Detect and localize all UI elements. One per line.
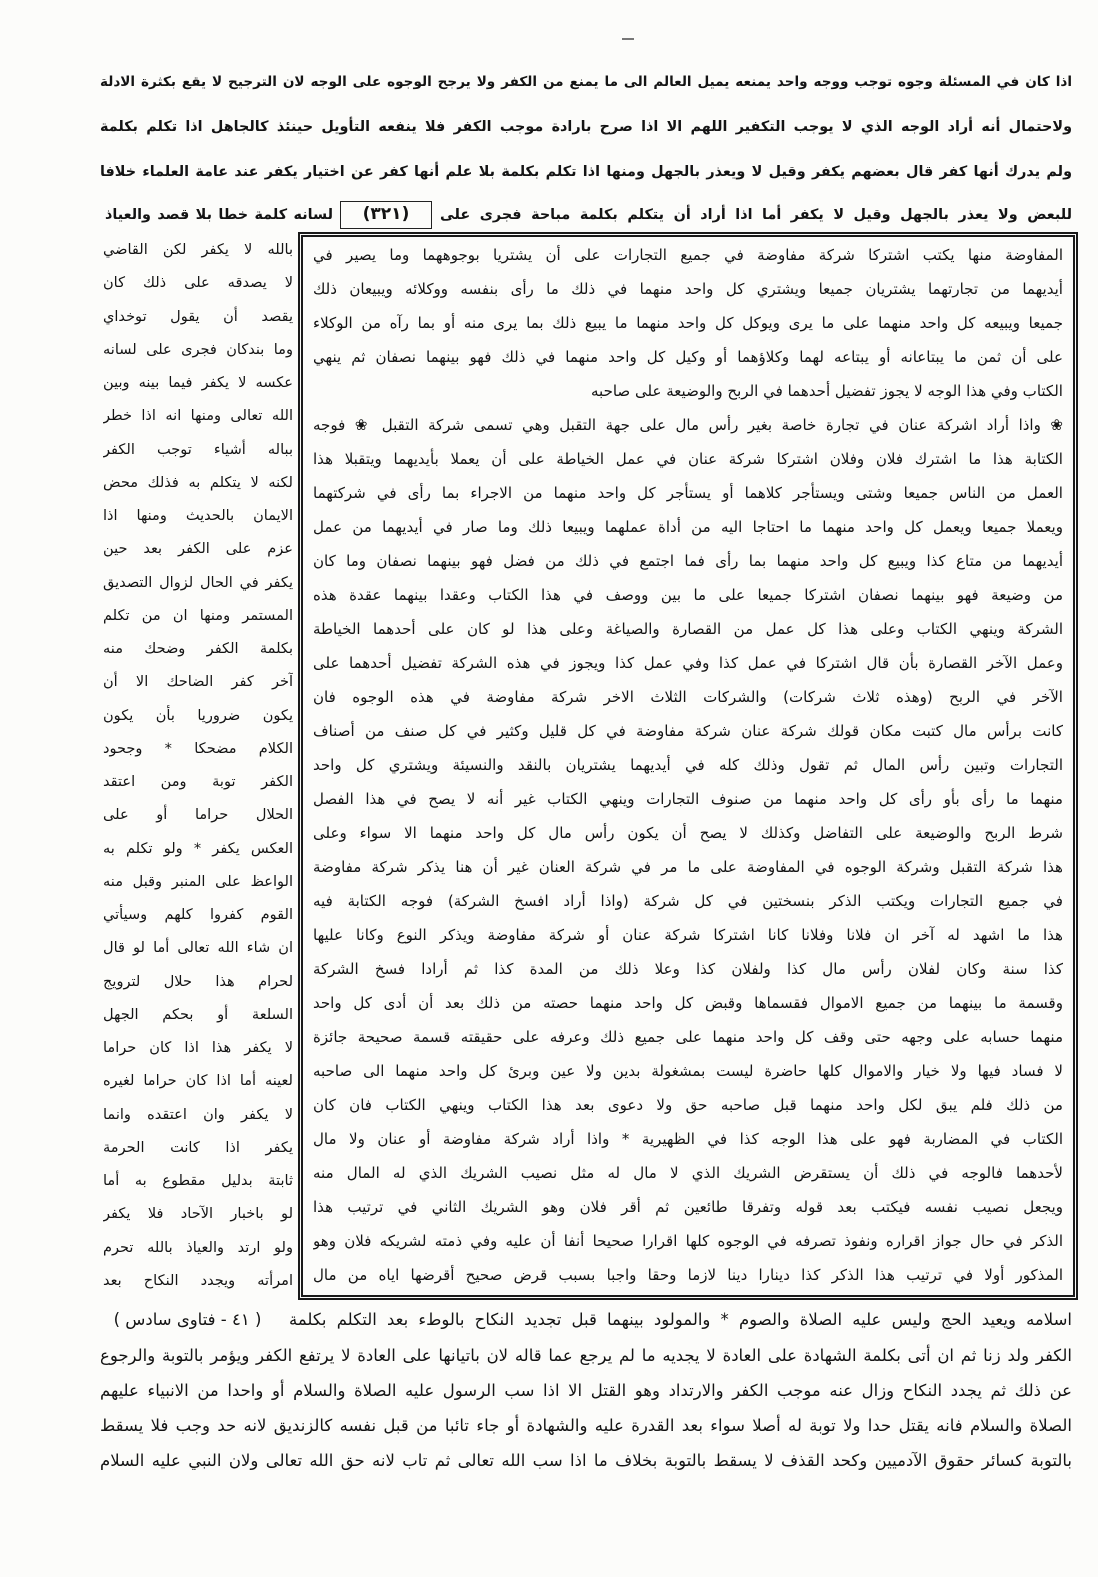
margin-text-line: لا يكفر هذا اذا كان حراما xyxy=(103,1039,293,1056)
margin-text-line: لو باخبار الآحاد فلا يكفر xyxy=(103,1205,293,1223)
margin-text-line: الله تعالى ومنها انه اذا خطر xyxy=(103,407,293,425)
margin-text-line: ان شاء الله تعالى أما لو قال xyxy=(103,939,293,957)
footer-label: ( ٤١ - فتاوى سادس ) xyxy=(113,1310,262,1329)
main-text-line: لأحدهما فالوجه في ذلك أن يستقرض الشريك الذي لا مال له مثل نصيب الشريك الذي له المال منه xyxy=(313,1164,1063,1182)
main-text-line: هذا ما اشهد له آخر ان فلانا وفلانا كانا اشتركا شركة عنان أو شركة مفاوضة ويذكر النوع وكانا عليها xyxy=(313,926,1063,944)
margin-text-line: الواعظ على المنبر وقبل منه xyxy=(103,872,293,890)
page-number: (٣٢١) xyxy=(340,201,432,229)
header-line: لسانه كلمة خطا بلا قصد والعياذ xyxy=(105,207,333,223)
header-line: اذا كان في المسئلة وجوه توجب ووجه واحد يمنعه يميل العالم الى ما يمنع من الكفر ولا يرجح الوجوه على الوجه لان الترجيح لا يقع بكثرة الادلة xyxy=(100,74,1072,90)
main-text-line: شرط الربح والوضيعة على التفاضل وكذلك لا يصح أن يكون رأس مال كل واحد منهما الا سواء وعلى xyxy=(313,824,1063,842)
main-text-line: وعمل الآخر القصارة بأن قال اشتركا في عمل كذا وفي عمل كذا ويجوز في هذه الشركة تفضيل أحدهما على xyxy=(313,654,1063,672)
main-text-line: المذكور أولا في ترتيب هذا الذكر كذا دينارا دينا لازما وحقا واجبا بسبب قرض صحيح أقرضها اياه من مال xyxy=(313,1266,1063,1284)
main-text-line: الكتاب في المضاربة فهو على هذا الوجه كذا في الظهيرية * واذا أراد شركة مفاوضة أو عنان ولا مال xyxy=(313,1130,1063,1148)
margin-text-line: عزم على الكفر بعد حين xyxy=(103,540,293,558)
main-text-line: الشركة وينهي الكتاب وعلى هذا كل عمل من القصارة والصياغة وعلى هذا لو كان على أحدهما الخياطة xyxy=(313,620,1063,638)
margin-text-line: وما بندكان فجرى على لسانه xyxy=(103,340,293,358)
margin-text-line: لا يكفر وان اعتقده وانما xyxy=(103,1105,293,1123)
main-text-line: ويجعل نصيب نفسه فيكتب بعد قوله وتفرقا طائعين ثم أقر فلان وهو الشريك الثاني في ترتيب هذا xyxy=(313,1198,1063,1216)
main-text-line: المفاوضة منها يكتب اشتركا شركة مفاوضة في جميع التجارات على أن يشتريا بوجوههما وما يصير في xyxy=(313,246,1063,264)
main-text-line: ❀ واذا أراد اشركة عنان في تجارة خاصة بغير رأس مال على جهة التقبل وهي تسمى شركة التقبل ❀ فوجه xyxy=(313,416,1063,434)
main-text-line: الذكر في حال جواز اقراره ونفوذ تصرفه في الوجوه كلها اقرارا صحيحا أنفا أن عليه وفي ذمته لشريكه فلان وهو xyxy=(313,1232,1063,1250)
margin-text-line: الايمان بالحديث ومنها اذا xyxy=(103,507,293,524)
main-text-line: في جميع التجارات ويكتب الذكر بنسختين في كل شركة (واذا أراد افسخ الشركة) فوجه الكتابة فيه xyxy=(313,892,1063,910)
margin-text-line: بباله أشياء توجب الكفر xyxy=(103,440,293,458)
main-text-line: وقسمة ما بينهما من جميع الاموال فقسماها وقبض كل واحد منهما حصته من ذلك بعد أن أدى كل واحد xyxy=(313,994,1063,1012)
margin-column xyxy=(103,232,293,1300)
margin-text-line: الحلال حراما أو على xyxy=(103,806,293,824)
margin-text-line: المستمر ومنها ان من تكلم xyxy=(103,606,293,624)
margin-text-line: بالله لا يكفر لكن القاضي xyxy=(103,241,293,258)
main-text-line: على أن ثمن ما يبتاعانه أو يبتاعه لهما وكلاؤهما أو وكيل كل واحد منهما في ذلك فهو بينهما نصفان ثم ينهي xyxy=(313,348,1063,366)
margin-text-line: يكون ضروريا بأن يكون xyxy=(103,706,293,724)
main-text-line: الآخر في الربح (وهذه ثلاث شركات) والشركات الثلاث الاخر شركة مفاوضة في هذه الوجوه فان xyxy=(313,688,1063,706)
margin-text-line: لحرام هذا حلال لترويج xyxy=(103,972,293,990)
margin-text-line: العكس يكفر * ولو تكلم به xyxy=(103,839,293,857)
bottom-first-row xyxy=(100,1302,1072,1338)
bottom-text-line: الصلاة والسلام فانه يقتل حدا ولا توبة له أصلا سواء بعد القدرة عليه والشهادة أو جاء تائبا من قبل نفسه كالزنديق لانه حد وجب فلا يسقط xyxy=(100,1416,1072,1435)
bottom-text-line: اسلامه ويعيد الحج وليس عليه الصلاة والصوم * والمولود بينهما قبل تجديد النكاح بالوطء بعد التكلم بكلمة xyxy=(289,1310,1072,1329)
scan-mark xyxy=(622,38,634,40)
bottom-text-line: بالتوبة كسائر حقوق الآدميين وكحد القذف لا يسقط بالتوبة بخلاف ما اذا سب الله تعالى ثم تاب لانه حق الله تعالى ولان النبي عليه السلام xyxy=(100,1451,1072,1470)
margin-text-line: ثابتة بدليل مقطوع به أما xyxy=(103,1172,293,1189)
main-text-line: هذا شركة التقبل وشركة الوجوه في المفاوضة على ما مر في شركة العنان غير أن هنا يذكر شركة مفاوضة xyxy=(313,858,1063,876)
header-line: للبعض ولا يعذر بالجهل وقيل لا يكفر أما اذا أراد أن يتكلم بكلمة مباحة فجرى على xyxy=(440,207,1072,223)
main-text-line: من وضيعة فهو بينهما نصفان اشتركا جميعا على ما بين ووصف في هذا الكتاب وعقدا بينهما عقدة هذه xyxy=(313,586,1063,604)
margin-text-line: لعينه أما اذا كان حراما لغيره xyxy=(103,1072,293,1090)
bottom-text-line: عن ذلك ثم يجدد النكاح وزال عنه موجب الكفر والارتداد وهو القتل الا اذا سب الرسول عليه الصلاة والسلام أو واحدا من الانبياء عليهم xyxy=(100,1381,1072,1400)
margin-text-line: امرأته ويجدد النكاح بعد xyxy=(103,1271,293,1289)
main-text-line: منهما ما رأى بأو رأى كل واحد منهما من صنوف التجارات وينهي الكتاب غير أنه لا يصح في هذا الفصل xyxy=(313,790,1063,808)
margin-text-line: القوم كفروا كلهم وسيأتي xyxy=(103,906,293,923)
margin-text-line: لكنه لا يتكلم به فذلك محض xyxy=(103,473,293,491)
margin-text-line: آخر كفر الضاحك الا أن xyxy=(103,673,293,691)
main-text-line: الكتاب وفي هذا الوجه لا يجوز تفضيل أحدهما في الربح والوضيعة على صاحبه xyxy=(590,382,1063,400)
main-text-frame xyxy=(298,232,1078,1300)
main-text-line: منهما حسابه على وجهه حتى وقف كل واحد منهما على جميع ذلك وعرفه على حقيقته قسمة صحيحة جائزة xyxy=(313,1028,1063,1046)
margin-text-line: ولو ارتد والعياذ بالله تحرم xyxy=(103,1238,293,1256)
header-line: ولم يدرك أنها كفر قال بعضهم يكفر وقيل لا ويعذر بالجهل ومنها اذا تكلم بكلمة بلا علم أنها كفر عن اختيار يكفر عند عامة العلماء خلافا xyxy=(100,164,1072,180)
main-text-line: الكتابة هذا ما اشترك فلان وفلان اشتركا شركة عنان في عمل الخياطة على أن يعملا بأيديهما ويتقبلا هذا xyxy=(313,450,1063,468)
margin-text-line: يقصد أن يقول توخداي xyxy=(103,307,293,325)
margin-text-line: بكلمة الكفر وضحك منه xyxy=(103,640,293,657)
main-text-line: أيديهما من تجارتهما يشتريان جميعا ويشتري كل واحد منهما في ذلك ما رأى بنفسه ووكلائه ويبيعان ذلك xyxy=(313,280,1063,298)
margin-text-line: الكلام مضحكا * وجحود xyxy=(103,739,293,757)
header-line: ولاحتمال أنه أراد الوجه الذي لا يوجب التكفير اللهم الا اذا صرح بارادة موجب الكفر فلا ينفعه التأويل حينئذ كالجاهل اذا تكلم بكلمة xyxy=(100,119,1072,135)
main-text-line: العمل من الناس جميعا وشتى ويستأجر كلاهما أو يستأجر كل واحد منهما من الاجراء بما رأى في شركتهما xyxy=(313,484,1063,502)
main-text-line: ويعملا جميعا ويعمل كل واحد منهما ما احتاجا اليه من أداة عملهما ويبيعا ذلك وما صار في أيديهما من عمل xyxy=(313,518,1063,536)
main-text-line: كذا سنة وكان لفلان رأس مال كذا ولفلان كذا وعلا ذلك من المدة كذا ثم أرادا فسخ الشركة xyxy=(313,960,1063,978)
main-text-line: أيديهما من متاع كذا ويبيع كل واحد منهما بما رأى فما اجتمع في ذلك من فضل فهو بينهما نصفان وما كان xyxy=(313,552,1063,570)
margin-text-line: يكفر اذا كانت الحرمة xyxy=(103,1138,293,1156)
bottom-text-line: الكفر ولد زنا ثم ان أتى بكلمة الشهادة على العادة لا يجديه ما لم يرجع عما قاله لان باتيانها على العادة لا يرتفع الكفر ويؤمر بالتوبة والرجوع xyxy=(100,1346,1072,1365)
margin-text-line: الكفر توبة ومن اعتقد xyxy=(103,773,293,790)
main-text-line: كانت برأس مال كتبت مكان قولك شركة عنان شركة مفاوضة في كل قليل وكثير في كل صنف من أصناف xyxy=(313,722,1063,740)
margin-text-line: يكفر في الحال لزوال التصديق xyxy=(103,573,293,591)
main-text-line: جميعا ويبيعه كل واحد منهما على ما يرى ويوكل كل واحد منهما ما يبيع ذلك بما يرى منه أو بما رآه من الوكلاء xyxy=(313,314,1063,332)
margin-text-line: عكسه لا يكفر فيما بينه وبين xyxy=(103,374,293,391)
margin-text-line: السلعة أو بحكم الجهل xyxy=(103,1005,293,1023)
margin-text-line: لا يصدقه على ذلك كان xyxy=(103,274,293,292)
main-text-line: من ذلك فلم يبق لكل واحد منهما قبل صاحبه حق ولا دعوى بعد هذا الكتاب وينهي الكتاب فان كان xyxy=(313,1096,1063,1114)
main-text-line: لا فساد فيها ولا خيار والاموال كلها حاضرة ليست بمشغولة بدين ولا عين وبرئ كل واحد منهما الى صاحبه xyxy=(313,1062,1063,1080)
main-text-line: التجارات وتبين رأس المال ثم تقول وذلك كله في أيديهما يشتريان بالنقد والنسيئة ويشتري كل واحد xyxy=(313,756,1063,774)
